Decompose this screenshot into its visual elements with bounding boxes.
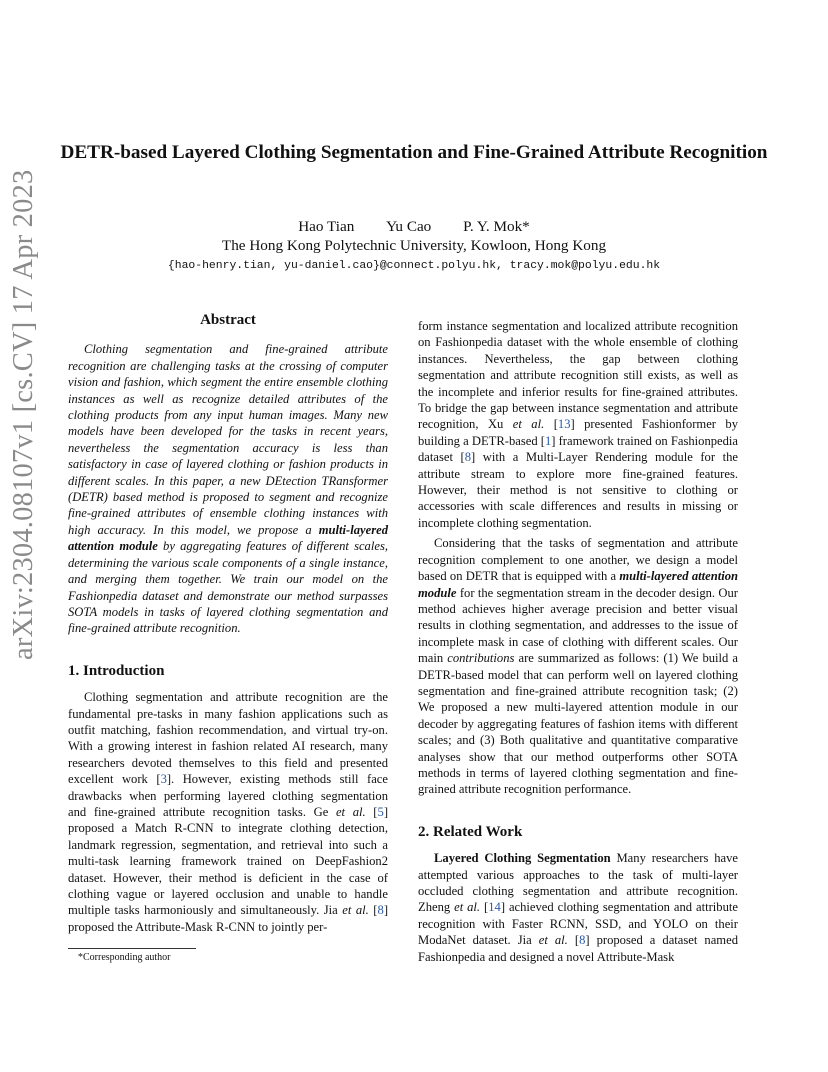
author-emails: {hao-henry.tian, yu-daniel.cao}@connect.polyu.hk, tracy.mok@polyu.edu.hk	[167, 260, 661, 272]
text-run: ] proposed a dataset named Fashionpedia and designed a novel Attribute-Mask	[418, 933, 738, 964]
abstract-part: by aggregating features of different scales, determining the various scale components of a single instance, and merging them together. We train our model on the Fashionpedia dataset and demonstrate our method surpasses SOTA models in tasks of layered clothing segmentation and fine-grained attribute recognition.	[68, 539, 388, 636]
paper-title: DETR-based Layered Clothing Segmentation and Fine-Grained Attribute Recognition	[60, 142, 768, 163]
arxiv-identifier: arXiv:2304.08107v1 [cs.CV] 17 Apr 2023	[8, 169, 39, 660]
text-run: are summarized as follows: (1) We build a DETR-based model that can perform well on layered clothing segmentation and fine-grained attribute recognition task; (2) We proposed a new multi-layered attention module in our decoder by aggregating features of fashion items with different scales; and (3) Both qualitative and quantitative comparative analyses show that our method outperforms other SOTA methods in terms of layered clothing segmentation and fine-grained attribute recognition performance.	[418, 651, 738, 797]
footnote: *Corresponding author	[78, 952, 171, 963]
author-name: Hao Tian	[298, 218, 355, 235]
text-run: ] with a Multi-Layer Rendering module for the attribute stream to explore more fine-grained features. However, their method is not sensitive to clothing or accessories with scale differences and results in missing or incomplete clothing segmentation.	[418, 450, 738, 530]
et-al: et al.	[342, 903, 369, 918]
et-al: et al.	[335, 804, 366, 819]
left-column	[68, 312, 388, 935]
text-run: [	[365, 804, 378, 819]
citation-link[interactable]: 14	[488, 900, 501, 915]
text-run: form instance segmentation and localized attribute recognition on Fashionpedia dataset with the whole ensemble of clothing instances. Nevertheless, the gap between clothing segmentation and attribute recognition still exists, as well as the incomplete and inferior results for fine-grained attributes. To bridge the gap between instance segmentation and attribute recognition, Xu	[418, 319, 738, 432]
abstract-text	[68, 341, 388, 636]
abstract-part: Clothing segmentation and fine-grained attribute recognition are challenging tasks at the crossing of computer vision and fashion, which segment the entire ensemble clothing instances as well as recognize detailed attributes of the clothing products from any input human images. Many new models have been developed for the tasks in recent years, nevertheless the segmentation accuracy is less than satisfactory in case of layered clothing or fashion products in different scales. In this paper, a new DEtection TRansformer (DETR) based method is proposed to segment and recognize fine-grained attributes of ensemble clothing instances with high accuracy. In this model, we propose a	[68, 342, 388, 537]
author-name: Yu Cao	[386, 218, 432, 235]
emphasis-text: contributions	[447, 651, 515, 666]
body-paragraph	[418, 535, 738, 798]
paragraph-heading: Layered Clothing Segmentation	[434, 851, 611, 866]
emphasis-text: multi-layered attention module	[418, 569, 739, 600]
text-run: ] framework trained on Fashionpedia dataset [	[418, 433, 739, 465]
related-work-paragraph	[418, 850, 738, 965]
body-paragraph	[418, 318, 738, 531]
text-run: Clothing segmentation and attribute recognition are the fundamental pre-tasks in many fashion applications such as outfit matching, fashion recommendation, and virtual try-on. With a growing interest in fashion related AI research, many researchers devoted themselves to this field and presented excellent work [	[68, 690, 388, 787]
abstract-emphasis: multi-layered attention module	[68, 522, 388, 554]
text-run: ] proposed the Attribute-Mask R-CNN to jointly per-	[68, 903, 389, 934]
related-work-heading: 2. Related Work	[418, 823, 523, 840]
citation-link[interactable]: 5	[377, 804, 384, 819]
citation-link[interactable]: 8	[377, 903, 384, 918]
text-run: ] achieved clothing segmentation and attribute recognition with Faster RCNN, SSD, and YOLO on their ModaNet dataset. Jia	[418, 900, 738, 948]
affiliation: The Hong Kong Polytechnic University, Kowloon, Hong Kong	[221, 237, 607, 254]
author-list	[0, 216, 828, 238]
citation-link[interactable]: 1	[544, 433, 552, 448]
citation-link[interactable]: 13	[557, 417, 571, 432]
abstract-heading: Abstract	[200, 312, 256, 328]
citation-link[interactable]: 8	[579, 933, 586, 948]
text-run: ] presented Fashionformer by building a DETR-based [	[418, 417, 739, 448]
text-run: [	[480, 900, 489, 915]
text-run: ]. However, existing methods still face drawbacks when performing layered clothing segmentation and fine-grained attribute recognition tasks. Ge	[68, 772, 388, 819]
et-al: et al.	[454, 900, 481, 915]
citation-link[interactable]: 3	[160, 772, 167, 787]
text-run: for the segmentation stream in the decoder design. Our method achieves higher average precision and better visual results in clothing segmentation, and addresses to the issue of incomplete mask in case of clothing with different scales. Our main	[418, 585, 738, 666]
introduction-heading: 1. Introduction	[68, 662, 165, 679]
et-al: et al.	[538, 933, 568, 948]
introduction-paragraph	[68, 689, 388, 935]
citation-link[interactable]: 8	[464, 450, 472, 465]
text-run: ] proposed a Match R-CNN to integrate clothing detection, landmark regression, segmentation, and retrieval into such a multi-task learning framework trained on DeepFashion2 dataset. However, their method is deficient in the case of clothing vague or layered occlusion and unable to handle multiple tasks harmoniously and simultaneously. Jia	[68, 804, 389, 918]
author-name: P. Y. Mok*	[463, 218, 530, 235]
text-run: [	[544, 417, 558, 432]
et-al: et al.	[512, 417, 545, 432]
text-run: [	[567, 933, 580, 948]
text-run: Many researchers have attempted various approaches to the task of multi-layer occluded clothing segmentation and attribute recognition. Zheng	[418, 851, 739, 915]
text-run: Considering that the tasks of segmentation and attribute recognition complement to one another, we design a model based on DETR that is equipped with a	[418, 536, 738, 584]
footnote-rule	[68, 948, 196, 949]
text-run: [	[368, 903, 378, 918]
right-column	[418, 318, 738, 965]
